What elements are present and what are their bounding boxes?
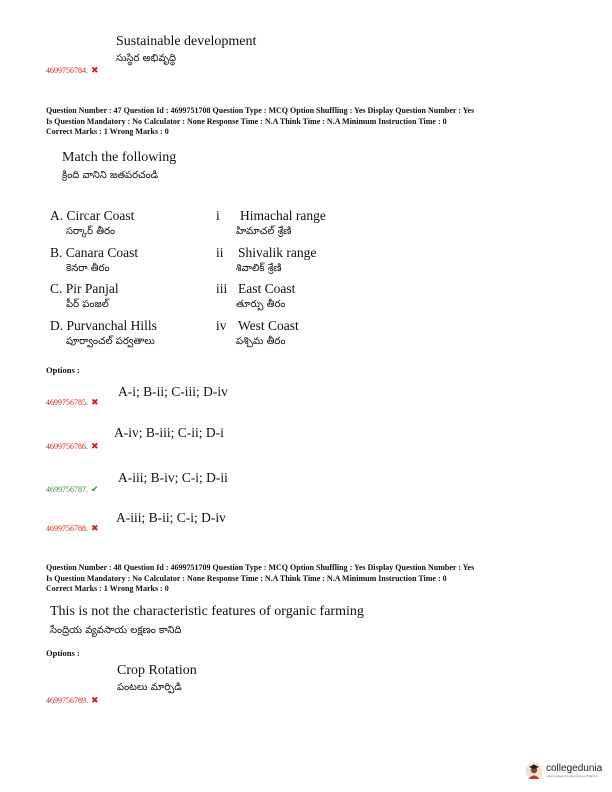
match-right-i: Himachal range హిమాచల్ శ్రేణి xyxy=(236,208,326,237)
q48-meta xyxy=(46,563,586,595)
collegedunia-logo xyxy=(525,762,605,780)
q47-option1-text[interactable]: A-i; B-ii; C-iii; D-iv xyxy=(118,384,228,399)
match-right-num-ii: ii xyxy=(216,245,224,260)
q47-meta-line2: Is Question Mandatory : No Calculator : None Response Time : N.A Think Time : N.A Minimum Instruction Time : 0 xyxy=(46,116,447,126)
cross-icon: ✖ xyxy=(91,441,99,451)
match-right-ii: Shivalik range శివాలిక్ శ్రేణి xyxy=(236,245,317,274)
graduate-icon xyxy=(525,762,543,780)
match-right-num-iii: iii xyxy=(216,281,228,296)
q48-meta-line1: Question Number : 48 Question Id : 4699751709 Question Type : MCQ Option Shuffling : Yes Display Question Number : Yes xyxy=(46,563,475,572)
q48-option1-id: 4699756789. ✖ xyxy=(46,695,99,705)
q48-options-label: Options : xyxy=(46,648,80,658)
q48-question-telugu: సేంద్రియ వ్యవసాయ లక్షణం కానిది xyxy=(50,625,182,636)
q47-question-telugu: క్రింది వానిని జతపరచండి xyxy=(62,170,159,181)
q47-option3-id: 4699756787. ✔ xyxy=(46,484,99,494)
match-left-c: C. Pir Panjal పీర్ పంజల్ xyxy=(50,281,119,310)
match-right-iv: West Coast పశ్చిమ తీరం xyxy=(236,318,299,347)
q47-option1-id: 4699756785. ✖ xyxy=(46,397,99,407)
match-right-num-i: i xyxy=(216,208,220,223)
match-left-b: B. Canara Coast కెనరా తీరం xyxy=(50,245,139,274)
match-right-iii: East Coast తూర్పు తీరం xyxy=(236,281,296,310)
q47-option3-text[interactable]: A-iii; B-iv; C-i; D-ii xyxy=(118,470,228,485)
q48-question: This is not the characteristic features of organic farming xyxy=(50,604,364,619)
q47-options-label: Options : xyxy=(46,365,80,375)
prev-option-text: Sustainable development xyxy=(116,34,257,49)
q47-question: Match the following xyxy=(62,150,177,165)
q48-option1-text[interactable]: Crop Rotation xyxy=(117,663,197,678)
match-left-a: A. Circar Coast సర్కార్ తీరం xyxy=(50,208,135,237)
prev-option-id: 4699756784. ✖ xyxy=(46,65,99,75)
q48-meta-line2: Is Question Mandatory : No Calculator : None Response Time : N.A Think Time : N.A Minimum Instruction Time : 0 xyxy=(46,573,447,583)
q47-option2-text[interactable]: A-iv; B-iii; C-ii; D-i xyxy=(114,425,224,440)
cross-icon: ✖ xyxy=(91,695,99,705)
q47-meta xyxy=(46,106,586,138)
q47-option4-text[interactable]: A-iii; B-ii; C-i; D-iv xyxy=(116,510,226,525)
match-left-d: D. Purvanchal Hills పూర్వాంచల్ పర్వతాలు xyxy=(50,318,157,347)
cross-icon: ✖ xyxy=(91,65,99,75)
logo-brand: collegedunia xyxy=(546,763,603,774)
q48-option1-telugu: పంటలు మార్పిడి xyxy=(117,682,182,693)
q47-option4-id: 4699756788. ✖ xyxy=(46,523,99,533)
q48-meta-line3: Correct Marks : 1 Wrong Marks : 0 xyxy=(46,584,169,593)
cross-icon: ✖ xyxy=(91,397,99,407)
q47-meta-line3: Correct Marks : 1 Wrong Marks : 0 xyxy=(46,127,169,136)
logo-tagline: India's largest Student Review Platform xyxy=(546,774,599,778)
q47-option2-id: 4699756786. ✖ xyxy=(46,441,99,451)
cross-icon: ✖ xyxy=(91,523,99,533)
check-icon: ✔ xyxy=(91,484,99,494)
match-right-num-iv: iv xyxy=(216,318,227,333)
q47-meta-line1: Question Number : 47 Question Id : 4699751708 Question Type : MCQ Option Shuffling : Yes Display Question Number : Yes xyxy=(46,106,475,115)
prev-option-text-telugu: సుస్థిర అభివృద్ధి xyxy=(116,53,177,64)
